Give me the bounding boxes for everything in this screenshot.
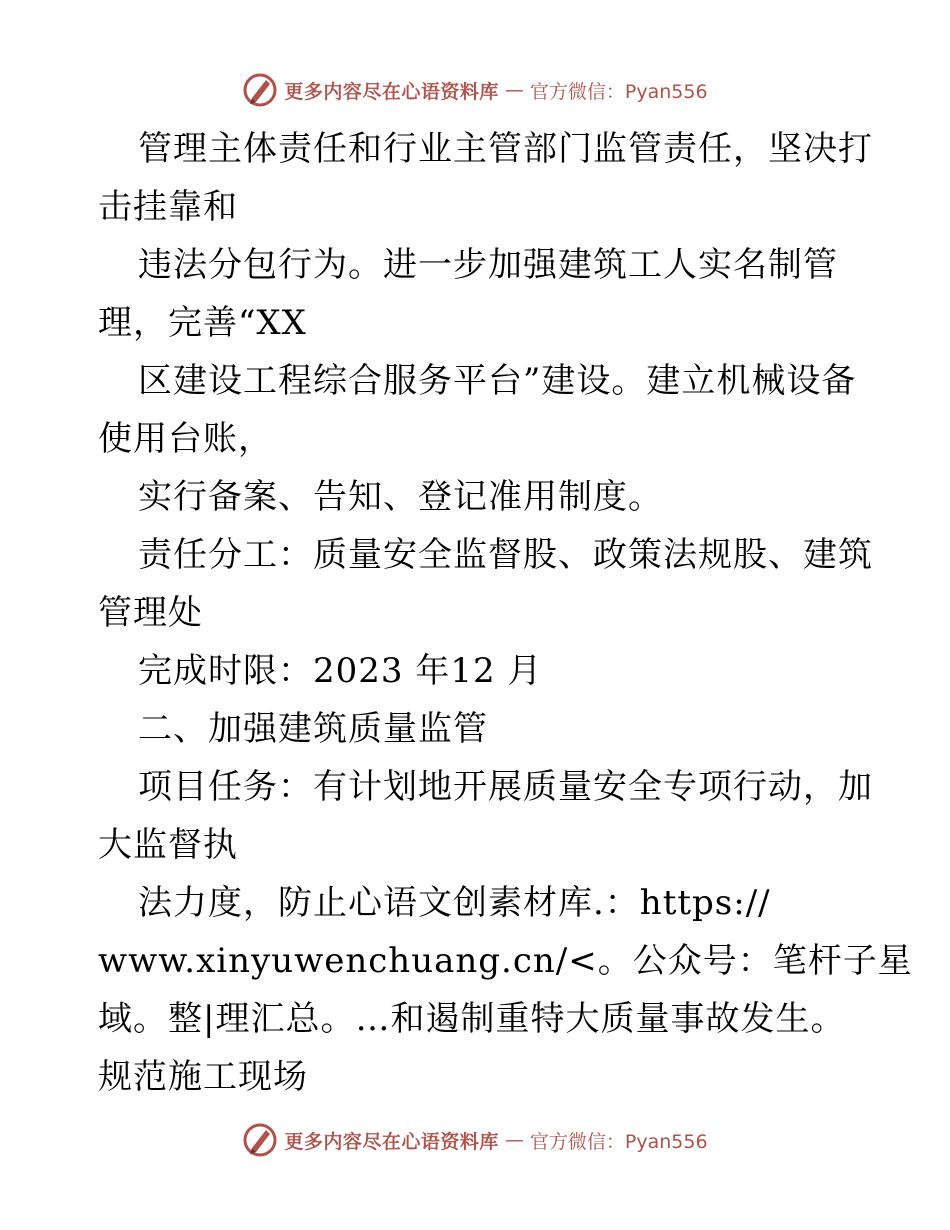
body-line: 完成时限：2023 年12 月	[138, 651, 543, 691]
body-line: 域。整|理汇总。…和遏制重特大质量事故发生。	[98, 999, 846, 1039]
footer-banner-text: 更多内容尽在心语资料库	[284, 1130, 499, 1153]
body-line: 使用台账，	[98, 419, 273, 459]
body-line: 规范施工现场	[98, 1057, 308, 1097]
header-separator: —	[504, 79, 524, 101]
header-banner	[0, 70, 950, 110]
header-banner-text: 更多内容尽在心语资料库	[284, 80, 499, 103]
body-line: 大监督执	[98, 825, 238, 865]
body-line: 违法分包行为。进一步加强建筑工人实名制管	[138, 245, 838, 285]
body-line: 项目任务：有计划地开展质量安全专项行动，加	[138, 767, 873, 807]
body-line: 理，完善“XX	[98, 303, 307, 343]
header-wechat-text: 官方微信：Pyan556	[529, 80, 708, 103]
body-line: 区建设工程综合服务平台”建设。建立机械设备	[138, 361, 857, 401]
section-heading: 二、加强建筑质量监管	[138, 709, 488, 749]
pen-logo-icon	[242, 72, 278, 108]
footer-separator: —	[504, 1129, 524, 1151]
body-line: 击挂靠和	[98, 187, 238, 227]
document-body	[98, 120, 913, 1106]
pen-logo-icon	[242, 1122, 278, 1158]
body-line: 法力度，防止心语文创素材库.：https://	[138, 883, 771, 923]
body-line: www.xinyuwenchuang.cn/<。公众号：笔杆子星	[98, 941, 913, 981]
footer-wechat-text: 官方微信：Pyan556	[529, 1130, 708, 1153]
body-line: 管理处	[98, 593, 203, 633]
body-line: 责任分工：质量安全监督股、政策法规股、建筑	[138, 535, 873, 575]
body-line: 实行备案、告知、登记准用制度。	[138, 477, 663, 517]
footer-banner	[0, 1120, 950, 1160]
body-line: 管理主体责任和行业主管部门监管责任，坚决打	[138, 129, 873, 169]
